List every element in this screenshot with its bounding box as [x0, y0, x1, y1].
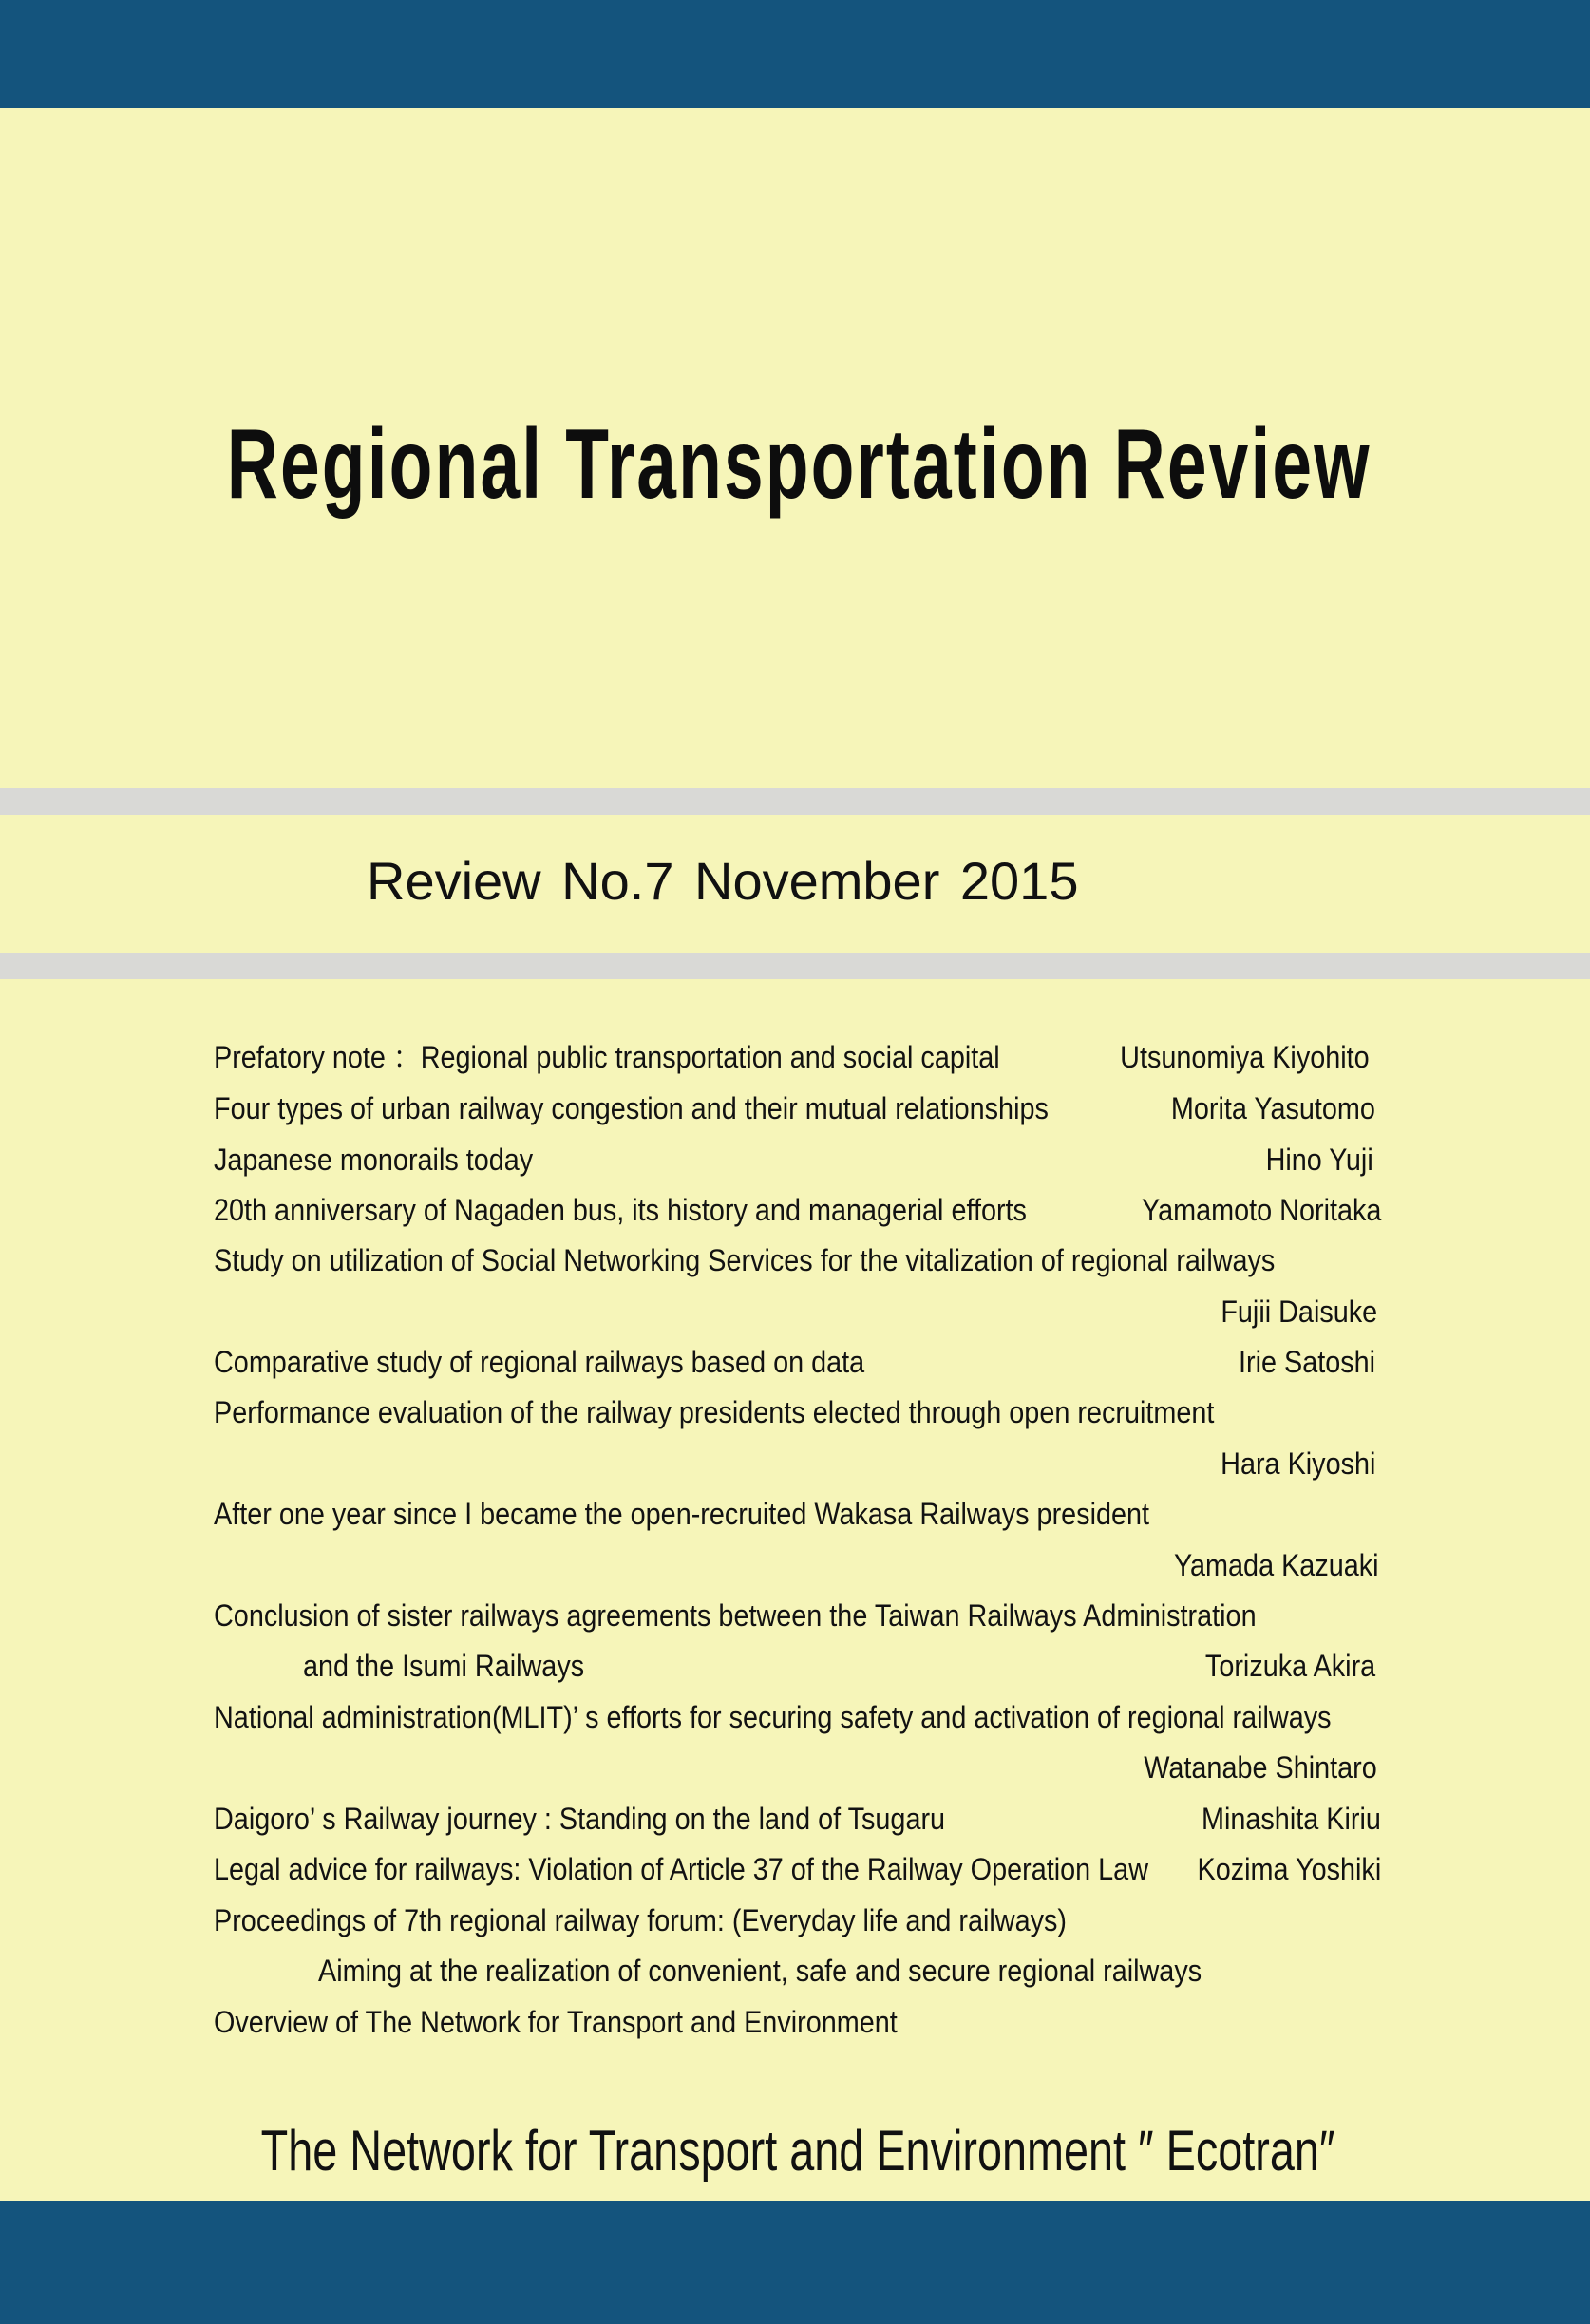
- toc-title-prefatory: Prefatory note ：Regional public transportation and social capital: [214, 1040, 1000, 1074]
- toc-title-daigoro: Daigoro’ s Railway journey : Standing on the land of Tsugaru: [214, 1802, 946, 1836]
- toc-author-monorails: Hino Yuji: [1265, 1143, 1373, 1177]
- toc-title-comparative: Comparative study of regional railways based on data: [214, 1345, 865, 1379]
- top-band: [0, 0, 1590, 108]
- toc-title-mlit: National administration(MLIT)’ s efforts for securing safety and activation of regional railways: [214, 1700, 1332, 1734]
- toc-author-presidents: Hara Kiyoshi: [1220, 1446, 1375, 1481]
- toc-title-forum-2: Aiming at the realization of convenient, safe and secure regional railways: [318, 1954, 1202, 1988]
- toc-title-sister-1: Conclusion of sister railways agreements between the Taiwan Railways Administration: [214, 1598, 1257, 1633]
- toc-title-monorails: Japanese monorails today: [214, 1143, 534, 1177]
- bottom-band: [0, 2201, 1590, 2324]
- toc-title-presidents: Performance evaluation of the railway presidents elected through open recruitment: [214, 1395, 1215, 1429]
- toc-title-legal: Legal advice for railways: Violation of Article 37 of the Railway Operation Law: [214, 1852, 1148, 1886]
- toc-title-sns: Study on utilization of Social Networking Services for the vitalization of regional railways: [214, 1243, 1276, 1277]
- divider-stripe-lower: [0, 953, 1590, 979]
- toc-author-sns: Fujii Daisuke: [1221, 1294, 1377, 1329]
- toc-title-nagaden: 20th anniversary of Nagaden bus, its history and managerial efforts: [214, 1193, 1027, 1227]
- toc-author-wakasa: Yamada Kazuaki: [1174, 1548, 1379, 1582]
- publisher-name: The Network for Transport and Environment ″ Ecotran″: [260, 2119, 1335, 2182]
- toc-title-wakasa: After one year since I became the open-recruited Wakasa Railways president: [214, 1497, 1150, 1531]
- toc-author-comparative: Irie Satoshi: [1238, 1345, 1375, 1379]
- toc-title-overview: Overview of The Network for Transport and Environment: [214, 2005, 898, 2039]
- toc-title-congestion: Four types of urban railway congestion and their mutual relationships: [214, 1091, 1049, 1125]
- toc-title-sister-2: and the Isumi Railways: [303, 1649, 585, 1683]
- toc-author-mlit: Watanabe Shintaro: [1144, 1750, 1377, 1785]
- toc-author-congestion: Morita Yasutomo: [1170, 1091, 1375, 1125]
- toc-author-sister: Torizuka Akira: [1204, 1649, 1375, 1683]
- toc-author-nagaden: Yamamoto Noritaka: [1141, 1193, 1381, 1227]
- toc-title-forum-1: Proceedings of 7th regional railway forum: (Everyday life and railways): [214, 1903, 1068, 1937]
- divider-stripe-upper: [0, 788, 1590, 815]
- issue-line: Review No.7 November 2015: [367, 851, 1079, 911]
- toc-author-prefatory: Utsunomiya Kiyohito: [1120, 1040, 1370, 1074]
- table-of-contents: [0, 1030, 1590, 2056]
- toc-author-legal: Kozima Yoshiki: [1197, 1852, 1381, 1886]
- toc-author-daigoro: Minashita Kiriu: [1202, 1802, 1381, 1836]
- journal-title: Regional Transportation Review: [226, 409, 1372, 520]
